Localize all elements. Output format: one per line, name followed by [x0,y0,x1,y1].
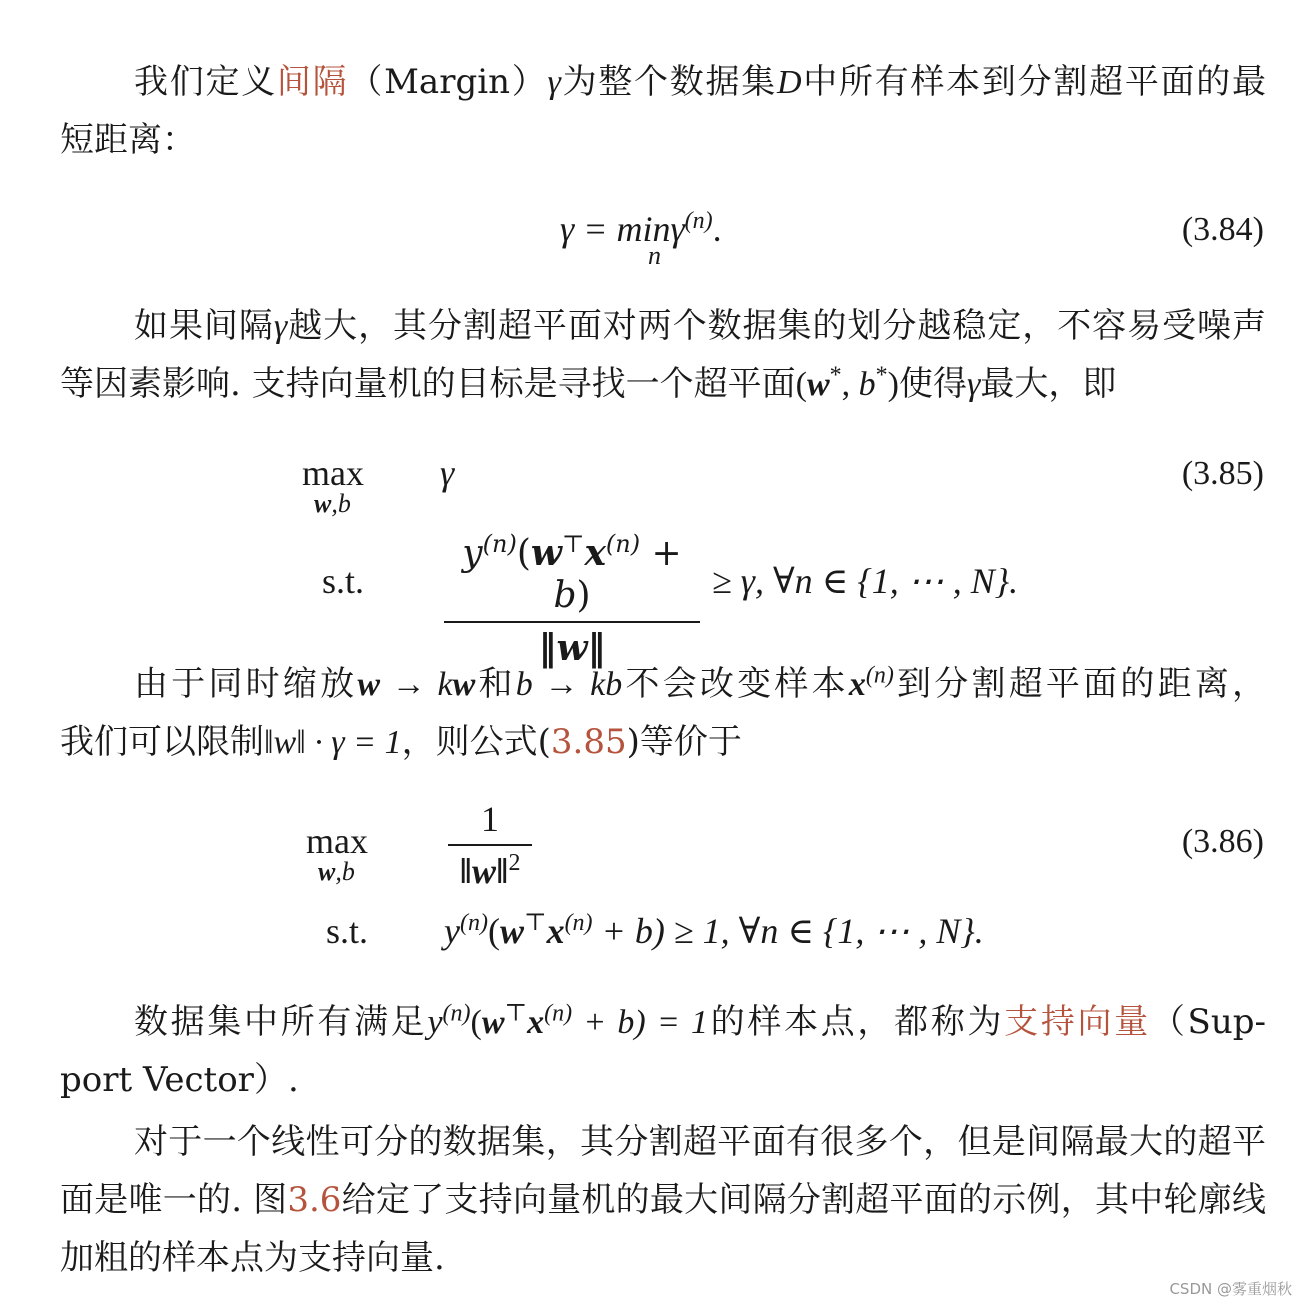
term-margin-link[interactable]: 间隔 [276,62,349,102]
equation-3-85-max-subscript: w,b [314,489,351,518]
paragraph-unique-line2: 面是唯一的. 图3.6给定了支持向量机的最大间隔分割超平面的示例，其中轮廓线 [60,1180,1266,1220]
equation-3-86-max-subscript: w,b [318,857,355,886]
equation-number-3-86: (3.86) [1181,823,1264,860]
paragraph-scaling-line1: 由于同时缩放w → kw和b → kb不会改变样本$x^{(n)}$到分割超平面的距离， [134,662,1267,704]
paragraph-unique-line1: 对于一个线性可分的数据集，其分割超平面有很多个，但是间隔最大的超平 [134,1122,1266,1162]
fraction-numerator: 1 [481,799,499,839]
fraction-denominator: ‖w‖$^2$ [459,850,521,891]
paragraph-objective-line2: 等因素影响. 支持向量机的目标是寻找一个超平面(w*, b*)使得γ最大，即 [60,362,1117,404]
equation-3-85-objective: γ [440,453,455,493]
fraction-bar [448,844,532,846]
paragraph-margin-line1: 我们定义间隔（Margin）γ为整个数据集D中所有样本到分割超平面的最 [134,62,1267,102]
equation-3-86-max: max [306,821,368,861]
ref-figure-3-6-link[interactable]: 3.6 [287,1180,342,1220]
fraction-numerator: $y^{(n)}(w^⊤x^{(n)} + b)$ [462,530,682,616]
ref-eq-3-85-link[interactable]: 3.85 [550,722,627,762]
equation-number-3-85: (3.85) [1181,455,1264,492]
paragraph-support-vector-line2: port Vector）. [60,1060,299,1100]
fraction-bar [444,621,700,623]
equation-3-85-fraction [444,532,700,669]
equation-3-86-st: s.t. [326,911,369,951]
paragraph-objective-line1: 如果间隔γ越大，其分割超平面对两个数据集的划分越稳定，不容易受噪声 [134,306,1267,346]
equation-3-85-max: max [302,453,364,493]
watermark: CSDN @雾重烟秋 [1169,1280,1292,1298]
paragraph-support-vector-line1: 数据集中所有满足$y^{(n)}(w^⊤x^{(n)} + b) = 1$的样本点，都称为支持向量（Sup- [134,1000,1266,1042]
equation-3-84: γ = minγ$^{(n)}$. [560,208,722,249]
paragraph-margin-line2: 短距离： [60,120,196,160]
equation-3-86-fraction [448,798,532,892]
equation-3-85-inequality: ≥ γ, ∀n ∈ {1, ⋯ , N}. [712,561,1019,601]
fraction-denominator: ‖w‖ [538,627,606,669]
term-support-vector-link[interactable]: 支持向量 [1004,1002,1151,1042]
equation-3-86-constraint: $y^{(n)}(w^⊤x^{(n)} + b) \ge 1$, ∀n ∈ {1, ⋯ , N}. [444,910,984,951]
equation-3-84-subscript: n [648,241,661,270]
paragraph-unique-line3: 加粗的样本点为支持向量. [60,1238,445,1278]
equation-number-3-84: (3.84) [1181,211,1264,248]
paragraph-scaling-line2: 我们可以限制‖w‖ · γ = 1，则公式(3.85)等价于 [60,722,742,762]
equation-3-85-st: s.t. [322,561,365,601]
